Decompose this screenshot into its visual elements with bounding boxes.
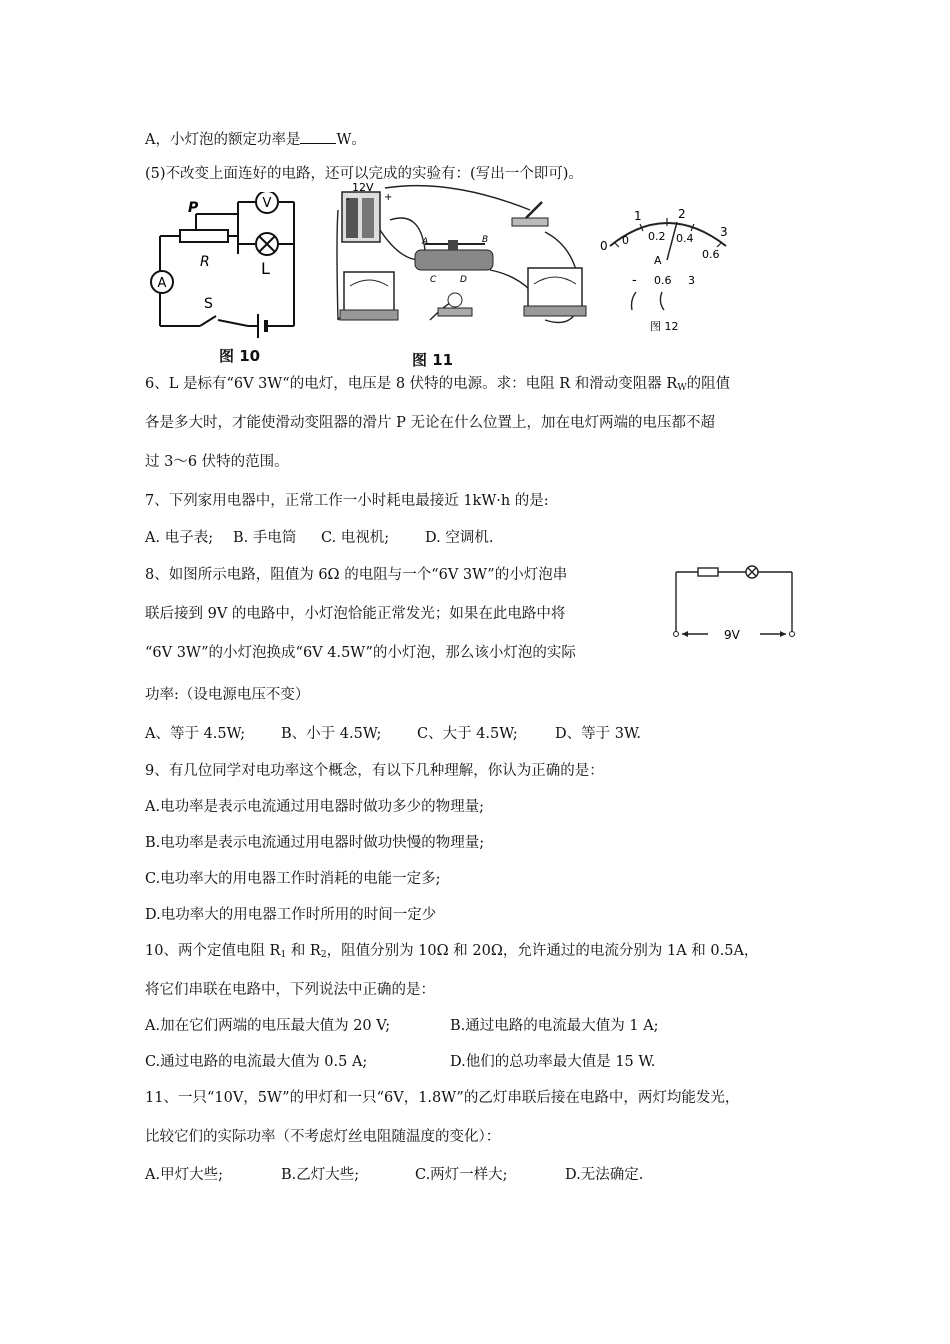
q8-option-d: D、等于 3W.: [555, 726, 641, 742]
scale-top-3: 3: [720, 225, 728, 239]
q11-option-a: A.甲灯大些;: [145, 1167, 223, 1183]
terminal-3-label: 3: [688, 274, 695, 287]
figure-12-ammeter-dial: [592, 200, 742, 336]
scale-top-1: 1: [634, 209, 642, 223]
battery-minus-label: -: [346, 194, 350, 205]
q10-option-d: D.他们的总功率最大值是 15 W.: [450, 1054, 656, 1070]
q11-line-2: 比较它们的实际功率（不考虑灯丝电阻随温度的变化）：: [145, 1129, 501, 1145]
q8-line-3: “6V 3W”的小灯泡换成“6V 4.5W”的小灯泡，那么该小灯泡的实际: [145, 645, 576, 661]
source-voltage-label: 9V: [724, 628, 740, 642]
scale-top-0: 0: [600, 239, 608, 253]
q7-option-b: B. 手电筒: [233, 530, 297, 546]
q11-option-d: D.无法确定.: [565, 1167, 644, 1183]
q8-option-c: C、大于 4.5W;: [417, 726, 518, 742]
figure-q8-circuit: [668, 560, 800, 644]
rheostat-d-label: D: [460, 275, 467, 285]
q10-option-b: B.通过电路的电流最大值为 1 A;: [450, 1018, 659, 1034]
q10-options-row-1: [145, 1016, 659, 1036]
q8-line-4: 功率:（设电源电压不变）: [145, 687, 310, 703]
q6-line-2: 各是多大时，才能使滑动变阻器的滑片 P 无论在什么位置上，加在电灯两端的电压都不超: [145, 415, 715, 431]
rheostat-c-label: C: [430, 275, 437, 285]
q5-line-5: (5)不改变上面连好的电路，还可以完成的实验有：(写出一个即可)。: [145, 166, 583, 182]
lamp-label: L: [261, 259, 270, 278]
q9-option-b: B.电功率是表示电流通过用电器时做功快慢的物理量;: [145, 835, 485, 851]
ammeter-label: A: [157, 276, 167, 291]
q7-option-d: D. 空调机.: [425, 530, 494, 546]
q8-line-1: 8、如图所示电路，阻值为 6Ω 的电阻与一个“6V 3W”的小灯泡串: [145, 567, 568, 583]
slider-label: P: [188, 200, 199, 216]
q8-option-b: B、小于 4.5W;: [281, 726, 382, 742]
q7-options: [145, 528, 493, 548]
q6-line-3: 过 3～6 伏特的范围。: [145, 454, 289, 470]
q10-option-a: A.加在它们两端的电压最大值为 20 V;: [145, 1018, 391, 1034]
q10-line-2: 将它们串联在电路中，下列说法中正确的是：: [145, 982, 435, 998]
battery-plus-label: +: [384, 192, 393, 203]
switch-label: S: [204, 296, 213, 312]
scale-bottom-0: 0: [622, 234, 629, 247]
scale-top-2: 2: [678, 207, 686, 221]
rheostat-b-label: B: [482, 235, 489, 245]
scale-bottom-1: 0.2: [648, 230, 666, 243]
terminal-minus-label: -: [632, 273, 637, 288]
scale-bottom-2: 0.4: [676, 232, 694, 245]
q7-option-c: C. 电视机;: [321, 530, 390, 546]
q5-line-a: A，小灯泡的额定功率是 W。: [145, 129, 366, 150]
q9-stem: 9、有几位同学对电功率这个概念，有以下几种理解，你认为正确的是：: [145, 763, 604, 779]
figure-11-caption: 图 11: [412, 351, 454, 369]
q7-stem: 7、下列家用电器中，正常工作一小时耗电最接近 1kW·h 的是:: [145, 493, 549, 509]
q8-options: [145, 724, 641, 744]
q8-option-a: A、等于 4.5W;: [145, 726, 246, 742]
q9-option-a: A.电功率是表示电流通过用电器时做功多少的物理量;: [145, 799, 484, 815]
q11-option-b: B.乙灯大些;: [281, 1167, 360, 1183]
q11-option-c: C.两灯一样大;: [415, 1167, 508, 1183]
q9-option-c: C.电功率大的用电器工作时消耗的电能一定多;: [145, 871, 441, 887]
q6-line-1: 6、L 是标有“6V 3W“的电灯，电压是 8 伏特的电源。求：电阻 R 和滑动变阻器 $R_W$的阻值: [145, 376, 731, 393]
q10-line-1: 10、两个定值电阻 $R_1$ 和 $R_2$，阻值分别为 10Ω 和 20Ω，允许通过的电流分别为 1A 和 0.5A，: [145, 943, 759, 960]
figure-12-caption: 图 12: [650, 320, 679, 333]
terminal-06-label: 0.6: [654, 274, 672, 287]
q7-option-a: A. 电子表;: [145, 530, 214, 546]
voltmeter-label: V: [262, 196, 272, 211]
q10-option-c: C.通过电路的电流最大值为 0.5 A;: [145, 1054, 368, 1070]
scale-bottom-3: 0.6: [702, 248, 720, 261]
battery-voltage-label: 12V: [352, 181, 374, 194]
answer-blank: [300, 129, 336, 144]
q11-options: [145, 1165, 643, 1185]
q8-line-2: 联后接到 9V 的电路中，小灯泡恰能正常发光；如果在此电路中将: [145, 606, 566, 622]
q11-line-1: 11、一只“10V，5W”的甲灯和一只“6V，1.8W”的乙灯串联后接在电路中，两灯均能发光，: [145, 1090, 740, 1106]
q9-option-d: D.电功率大的用电器工作时所用的时间一定少: [145, 907, 437, 923]
figure-10-circuit: [148, 192, 308, 338]
resistor-label: R: [200, 254, 210, 270]
q10-options-row-2: [145, 1052, 655, 1072]
figure-10-caption: 图 10: [219, 347, 261, 365]
figure-11-apparatus: [330, 180, 595, 345]
dial-unit-label: A: [654, 254, 662, 267]
rheostat-a-label: A: [422, 237, 429, 247]
